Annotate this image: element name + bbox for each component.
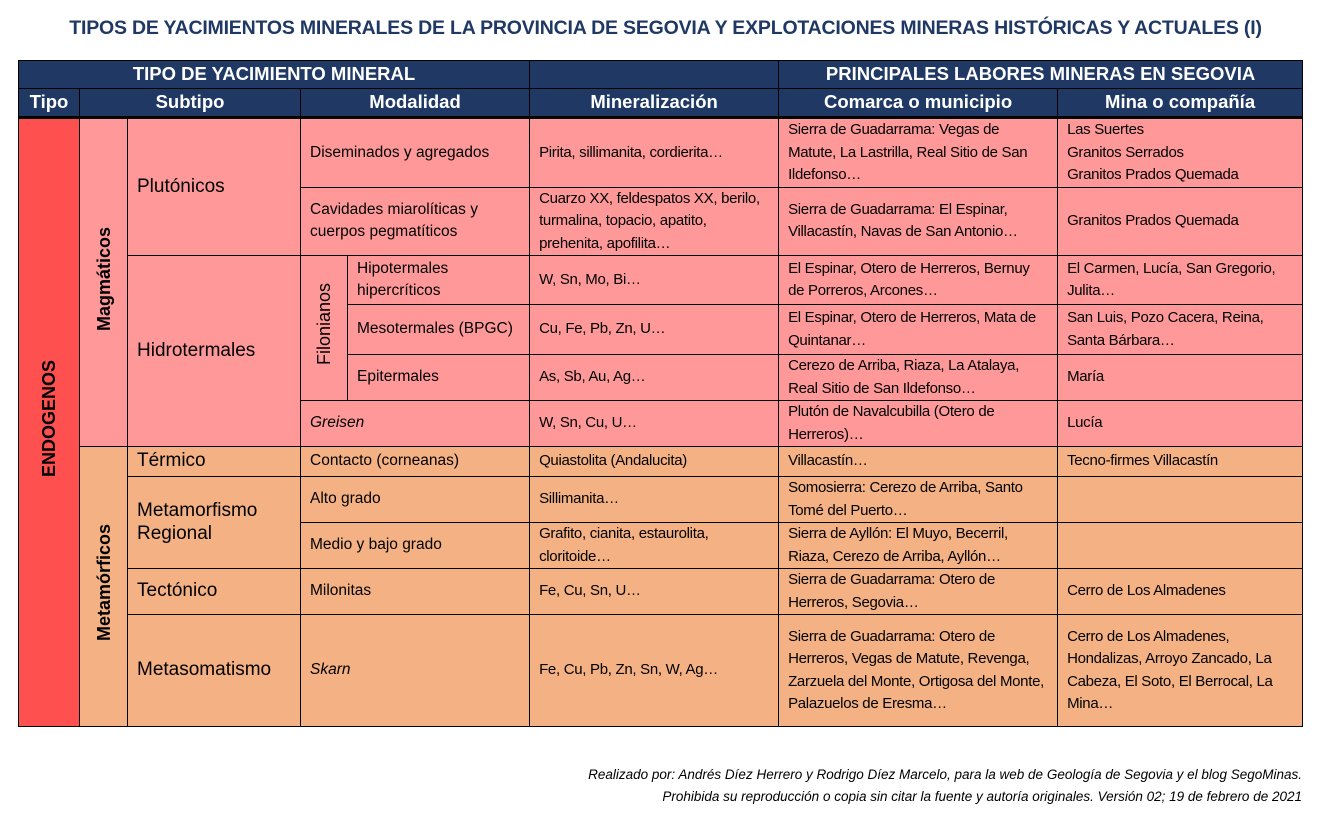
footer-line-authors: Realizado por: Andrés Díez Herrero y Rodrigo Díez Marcelo, para la web de Geología de Segovia y el blog SegoMinas. [588,767,1302,782]
mina-cell: Cerro de Los Almadenes [1058,569,1303,615]
comarca-cell: El Espinar, Otero de Herreros, Mata de Quintanar… [779,305,1058,355]
group-magmaticos [80,118,128,447]
comarca-cell: Somosierra: Cerezo de Arriba, Santo Tomé del Puerto… [779,477,1058,523]
tipo-endogenos: ENDOGENOS [19,118,80,727]
comarca-cell: El Espinar, Otero de Herreros, Bernuy de Porreros, Arcones… [779,256,1058,305]
mineralizacion-cell: Cuarzo XX, feldespatos XX, berilo, turmalina, topacio, apatito, prehenita, apofilita… [530,187,779,256]
modalidad-cell: Diseminados y agregados [301,118,530,188]
header-columns-row [19,89,1303,118]
mineralizacion-cell: Quiastolita (Andalucita) [530,447,779,477]
page-title: TIPOS DE YACIMIENTOS MINERALES DE LA PROVINCIA DE SEGOVIA Y EXPLOTACIONES MINERAS HISTÓRICAS Y ACTUALES (I) [69,17,1262,39]
mineralizacion-cell: Sillimanita… [530,477,779,523]
mina-item: Granitos Prados Quemada [1067,166,1239,183]
mineralizacion-cell: As, Sb, Au, Ag… [530,355,779,401]
mineralizacion-cell: Grafito, cianita, estaurolita, cloritoide… [530,523,779,569]
table-row [19,477,1303,523]
comarca-cell: Sierra de Guadarrama: El Espinar, Villacastín, Navas de San Antonio… [779,187,1058,256]
header-group-spacer [530,61,779,89]
mina-cell: Granitos Prados Quemada [1058,187,1303,256]
col-header-subtipo: Subtipo [80,89,301,118]
table-row [19,615,1303,727]
mina-item: Granitos Serrados [1067,143,1184,161]
mina-cell [1058,477,1303,523]
subtipo-cell: Plutónicos [128,118,301,256]
mina-cell: San Luis, Pozo Cacera, Reina, Santa Bárbara… [1058,305,1303,355]
subtipo-cell: Térmico [128,447,301,477]
comarca-cell: Sierra de Ayllón: El Muyo, Becerril, Riaza, Cerezo de Arriba, Ayllón… [779,523,1058,569]
footer-line-copyright: Prohibida su reproducción o copia sin citar la fuente y autoría originales. Versión 02; 19 de febrero de 2021 [662,789,1302,804]
modalidad-cell: Greisen [301,401,530,447]
mineralizacion-cell: Fe, Cu, Sn, U… [530,569,779,615]
comarca-cell: Villacastín… [779,447,1058,477]
comarca-cell: Plutón de Navalcubilla (Otero de Herreros)… [779,401,1058,447]
mina-cell [1058,118,1303,188]
group-metamorficos [80,447,128,727]
mina-cell: El Carmen, Lucía, San Gregorio, Julita… [1058,256,1303,305]
mina-cell: Lucía [1058,401,1303,447]
comarca-cell: Cerezo de Arriba, Riaza, La Atalaya, Real Sitio de San Ildefonso… [779,355,1058,401]
footer-credits [588,764,1302,808]
modalidad-cell: Skarn [301,615,530,727]
header-group-row [19,61,1303,89]
mineralizacion-cell: W, Sn, Cu, U… [530,401,779,447]
mina-cell: Tecno-firmes Villacastín [1058,447,1303,477]
table-row [19,118,1303,188]
group-metamorficos-label: Metamórficos [93,524,114,642]
mineralizacion-cell: W, Sn, Mo, Bi… [530,256,779,305]
header-group-labores: PRINCIPALES LABORES MINERAS EN SEGOVIA [779,61,1303,89]
col-header-mineralizacion: Mineralización [530,89,779,118]
subtipo-cell: Metasomatismo [128,615,301,727]
subtipo-cell: Hidrotermales [128,256,301,447]
subtipo-cell: Metamorfismo Regional [128,477,301,569]
deposits-table [18,60,1303,727]
col-header-modalidad: Modalidad [301,89,530,118]
mineralizacion-cell: Pirita, sillimanita, cordierita… [530,118,779,188]
modalidad-cell: Mesotermales (BPGC) [348,305,530,355]
header-group-tipo-yacimiento: TIPO DE YACIMIENTO MINERAL [19,61,530,89]
mina-item: Las Suertes [1067,121,1144,138]
table-row [19,256,1303,305]
modalidad-cell: Milonitas [301,569,530,615]
group-magmaticos-label: Magmáticos [93,226,114,331]
comarca-cell: Sierra de Guadarrama: Otero de Herreros, Vegas de Matute, Revenga, Zarzuela del Monte, Ortigosa del Monte, Palazuelos de Eresma… [779,615,1058,727]
modalidad-cell: Contacto (corneanas) [301,447,530,477]
subtipo-cell: Tectónico [128,569,301,615]
col-header-tipo: Tipo [19,89,80,118]
modalidad-cell: Cavidades miarolíticas y cuerpos pegmatíticos [301,187,530,256]
comarca-cell: Sierra de Guadarrama: Vegas de Matute, La Lastrilla, Real Sitio de San Ildefonso… [779,118,1058,188]
comarca-cell: Sierra de Guadarrama: Otero de Herreros, Segovia… [779,569,1058,615]
modalidad-cell: Alto grado [301,477,530,523]
mina-cell: María [1058,355,1303,401]
mina-cell: Cerro de Los Almadenes, Hondalizas, Arroyo Zancado, La Cabeza, El Soto, El Berrocal, La Mina… [1058,615,1303,727]
group-filonianos: Filonianos [301,256,348,401]
modalidad-cell: Epitermales [348,355,530,401]
mineralizacion-cell: Cu, Fe, Pb, Zn, U… [530,305,779,355]
col-header-mina: Mina o compañía [1058,89,1303,118]
table-row [19,569,1303,615]
mina-cell [1058,523,1303,569]
col-header-comarca: Comarca o municipio [779,89,1058,118]
modalidad-cell: Hipotermales hipercríticos [348,256,530,305]
table-row [19,447,1303,477]
mineralizacion-cell: Fe, Cu, Pb, Zn, Sn, W, Ag… [530,615,779,727]
modalidad-cell: Medio y bajo grado [301,523,530,569]
